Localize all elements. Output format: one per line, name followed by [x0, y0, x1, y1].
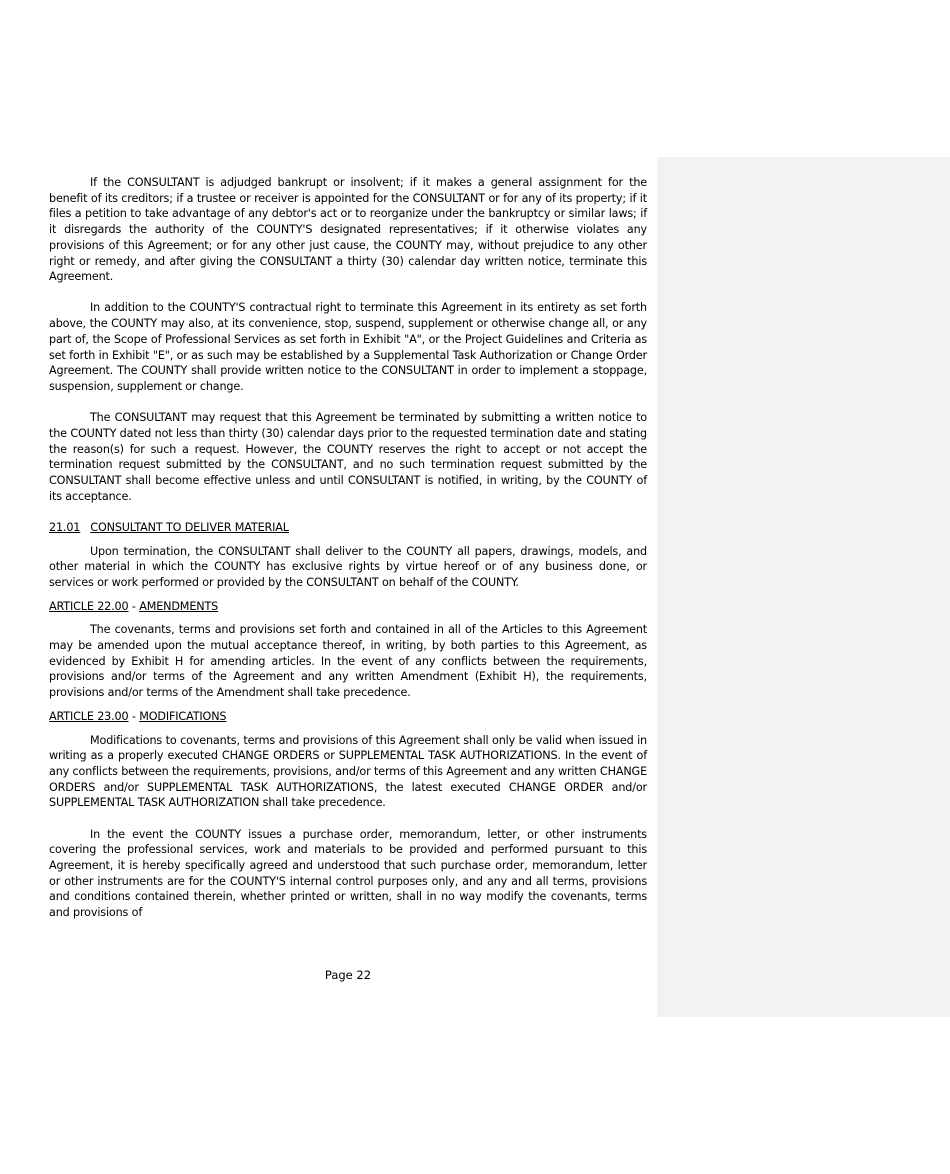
article-number: ARTICLE 22.00	[49, 599, 129, 613]
paragraph-county-change-right: In addition to the COUNTY'S contractual right to terminate this Agreement in its entirety as set forth above, the COUNTY may also, at its convenience, stop, suspend, supplement or otherwise change all, or any part of, the Scope of Professional Services as set forth in Exhibit "A", or the Project Guidelines and Criteria as set forth in Exhibit "E", or as such may be established by a Supplemental Task Authorization or Change Order Agreement. The COUNTY shall provide written notice to the CONSULTANT in order to implement a stoppage, suspension, supplement or change.	[49, 301, 647, 393]
section-number: 21.01	[49, 520, 81, 534]
paragraph-termination-for-cause: If the CONSULTANT is adjudged bankrupt or insolvent; if it makes a general assignment for the benefit of its creditors; if a trustee or receiver is appointed for the CONSULTANT or for any of its property; if it files a petition to take advantage of any debtor's act or to reorganize under the bankruptcy or similar laws; if it disregards the authority of the COUNTY'S designated representatives; if it otherwise violates any provisions of this Agreement; or for any other just cause, the COUNTY may, without prejudice to any other right or remedy, and after giving the CONSULTANT a thirty (30) calendar day written notice, terminate this Agreement.	[49, 176, 647, 284]
article-heading-23	[49, 709, 647, 725]
section-heading-21-01	[49, 520, 647, 536]
article-number: ARTICLE 23.00	[49, 709, 129, 723]
paragraph-modifications: Modifications to covenants, terms and provisions of this Agreement shall only be valid when issued in writing as a properly executed CHANGE ORDERS or SUPPLEMENTAL TASK AUTHORIZATIONS. In the event of any conflicts between the requirements, provisions, and/or terms of this Agreement and any written CHANGE ORDERS and/or SUPPLEMENTAL TASK AUTHORIZATIONS, the latest executed CHANGE ORDER and/or SUPPLEMENTAL TASK AUTHORIZATION shall take precedence.	[49, 733, 647, 810]
article-title: MODIFICATIONS	[139, 709, 227, 723]
comment-pane	[657, 157, 950, 1017]
section-title: CONSULTANT TO DELIVER MATERIAL	[90, 520, 289, 534]
paragraph-purchase-orders: In the event the COUNTY issues a purchase order, memorandum, letter, or other instruments covering the professional services, work and materials to be provided and performed pursuant to this Agreement, it is hereby specifically agreed and understood that such purchase order, memorandum, letter or other instruments are for the COUNTY'S internal control purposes only, and any and all terms, provisions and conditions contained therein, whether printed or written, shall in no way modify the covenants, terms and provisions of	[49, 827, 647, 920]
heading-separator: -	[128, 599, 140, 613]
paragraph-deliver-material: Upon termination, the CONSULTANT shall deliver to the COUNTY all papers, drawings, models, and other material in which the COUNTY has exclusive rights by virtue hereof or of any business done, or services or work performed or provided by the CONSULTANT on behalf of the COUNTY.	[49, 544, 647, 589]
paragraph-amendments: The covenants, terms and provisions set forth and contained in all of the Articles to this Agreement may be amended upon the mutual acceptance thereof, in writing, by both parties to this Agreement, as evidenced by Exhibit H for amending articles. In the event of any conflicts between the requirements, provisions and/or terms of the Agreement and any written Amendment (Exhibit H), the requirements, provisions and/or terms of the Amendment shall take precedence.	[49, 623, 647, 700]
article-title: AMENDMENTS	[139, 599, 219, 613]
paragraph-consultant-termination-request: The CONSULTANT may request that this Agreement be terminated by submitting a written notice to the COUNTY dated not less than thirty (30) calendar days prior to the requested termination date and stating the reason(s) for such a request. However, the COUNTY reserves the right to accept or not accept the termination request submitted by the CONSULTANT, and no such termination request submitted by the CONSULTANT shall become effective unless and until CONSULTANT is notified, in writing, by the COUNTY of its acceptance.	[49, 411, 647, 503]
page-number: Page 22	[324, 968, 372, 982]
article-heading-22	[49, 599, 647, 615]
heading-separator: -	[128, 709, 140, 723]
document-body	[49, 175, 647, 936]
